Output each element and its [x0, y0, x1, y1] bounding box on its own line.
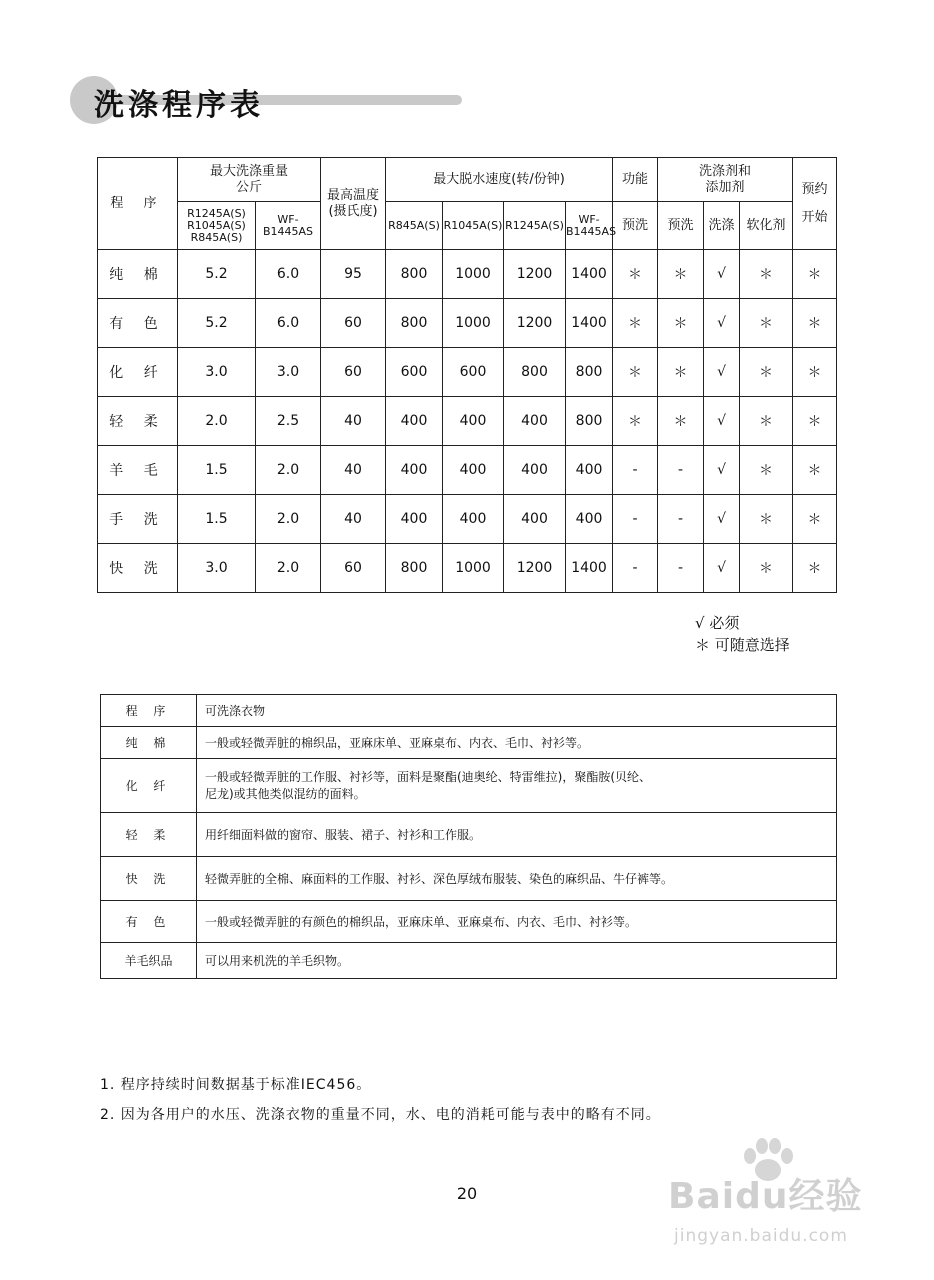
row-weight-2: 3.0: [256, 348, 321, 397]
row-spin-4: 1400: [566, 250, 613, 299]
row-weight-1: 3.0: [178, 348, 256, 397]
row-delay: ＊: [793, 446, 837, 495]
row-det-softener: ＊: [740, 495, 793, 544]
row-func-prewash: ＊: [613, 348, 658, 397]
row-spin-1: 800: [386, 250, 443, 299]
row-spin-2: 400: [443, 446, 504, 495]
table-row: [101, 727, 837, 759]
row-func-prewash: ＊: [613, 299, 658, 348]
header-max-spin: 最大脱水速度(转/份钟): [386, 158, 613, 202]
row-det-wash: √: [704, 397, 740, 446]
header-spin-r1045: R1045A(S): [443, 202, 504, 250]
row-func-prewash: -: [613, 446, 658, 495]
watermark: [660, 1138, 900, 1268]
row-det-softener: ＊: [740, 299, 793, 348]
row-det-wash: √: [704, 299, 740, 348]
row-program: 手 洗: [98, 495, 178, 544]
row-spin-2: 400: [443, 397, 504, 446]
row-det-prewash: -: [658, 495, 704, 544]
table-row: [101, 901, 837, 943]
watermark-brand: Baidu经验: [668, 1176, 863, 1217]
footnote-1: 1. 程序持续时间数据基于标准IEC456。: [100, 1077, 372, 1093]
row-spin-2: 1000: [443, 544, 504, 593]
footnote-2: 2. 因为各用户的水压、洗涤衣物的重量不同，水、电的消耗可能与表中的略有不同。: [100, 1107, 661, 1123]
legend-optional: ＊ 可随意选择: [695, 636, 790, 654]
row-delay: ＊: [793, 397, 837, 446]
row-spin-1: 800: [386, 544, 443, 593]
row-temp: 40: [321, 495, 386, 544]
row-spin-3: 400: [504, 495, 566, 544]
row-spin-4: 400: [566, 446, 613, 495]
row-det-softener: ＊: [740, 250, 793, 299]
row-det-wash: √: [704, 348, 740, 397]
desc-row-key: 有 色: [101, 901, 197, 943]
header-max-temp: 最高温度 (摄氏度): [321, 158, 386, 250]
table-row: [101, 759, 837, 813]
row-spin-4: 800: [566, 397, 613, 446]
row-spin-4: 400: [566, 495, 613, 544]
row-det-prewash: -: [658, 544, 704, 593]
header-det-prewash: 预洗: [658, 202, 704, 250]
header-spin-r1245: R1245A(S): [504, 202, 566, 250]
desc-row-value: 可以用来机洗的羊毛织物。: [197, 943, 837, 979]
row-delay: ＊: [793, 299, 837, 348]
row-delay: ＊: [793, 348, 837, 397]
row-func-prewash: -: [613, 495, 658, 544]
row-spin-2: 1000: [443, 250, 504, 299]
row-delay: ＊: [793, 495, 837, 544]
table-row: [98, 446, 837, 495]
row-spin-1: 800: [386, 299, 443, 348]
desc-header-items: 可洗涤衣物: [197, 695, 837, 727]
row-spin-2: 400: [443, 495, 504, 544]
row-weight-1: 1.5: [178, 495, 256, 544]
row-spin-2: 1000: [443, 299, 504, 348]
row-program: 化 纤: [98, 348, 178, 397]
desc-row-key: 化 纤: [101, 759, 197, 813]
row-det-wash: √: [704, 495, 740, 544]
row-func-prewash: ＊: [613, 250, 658, 299]
row-spin-3: 1200: [504, 299, 566, 348]
table-row: [98, 348, 837, 397]
desc-row-value: 一般或轻微弄脏的工作服、衬衫等，面料是聚酯(迪奥纶、特雷维拉)，聚酯胺(贝纶、 尼龙)或其他类似混纺的面料。: [197, 759, 837, 813]
header-weight-models-2: WF- B1445AS: [256, 202, 321, 250]
table-row: [98, 495, 837, 544]
row-weight-1: 2.0: [178, 397, 256, 446]
wash-program-table: [97, 157, 837, 593]
header-prewash-function: 预洗: [613, 202, 658, 250]
row-det-prewash: ＊: [658, 397, 704, 446]
row-program: 有 色: [98, 299, 178, 348]
header-max-weight: 最大洗涤重量 公斤: [178, 158, 321, 202]
header-det-wash: 洗涤: [704, 202, 740, 250]
row-spin-1: 600: [386, 348, 443, 397]
table-row: [101, 813, 837, 857]
row-weight-2: 2.5: [256, 397, 321, 446]
desc-row-key: 纯 棉: [101, 727, 197, 759]
row-spin-4: 1400: [566, 299, 613, 348]
header-spin-wf: WF- B1445AS: [566, 202, 613, 250]
row-temp: 60: [321, 299, 386, 348]
row-delay: ＊: [793, 544, 837, 593]
row-spin-1: 400: [386, 495, 443, 544]
legend: [695, 612, 790, 656]
row-det-softener: ＊: [740, 446, 793, 495]
row-program: 快 洗: [98, 544, 178, 593]
row-det-prewash: ＊: [658, 250, 704, 299]
desc-row-value: 轻微弄脏的全棉、麻面料的工作服、衬衫、深色厚绒布服装、染色的麻织品、牛仔裤等。: [197, 857, 837, 901]
desc-row-key: 羊毛织品: [101, 943, 197, 979]
footnotes: [100, 1070, 661, 1130]
row-spin-3: 400: [504, 446, 566, 495]
row-weight-2: 6.0: [256, 299, 321, 348]
row-spin-3: 400: [504, 397, 566, 446]
header-program: 程 序: [98, 158, 178, 250]
table-row: [98, 397, 837, 446]
row-delay: ＊: [793, 250, 837, 299]
header-function: 功能: [613, 158, 658, 202]
row-det-prewash: -: [658, 446, 704, 495]
desc-row-value: 用纤细面料做的窗帘、服装、裙子、衬衫和工作服。: [197, 813, 837, 857]
header-det-softener: 软化剂: [740, 202, 793, 250]
program-description-table: [100, 694, 837, 979]
row-weight-1: 5.2: [178, 299, 256, 348]
row-temp: 40: [321, 397, 386, 446]
row-spin-3: 1200: [504, 250, 566, 299]
page-title: 洗涤程序表: [94, 88, 264, 123]
table-row: [101, 943, 837, 979]
desc-row-key: 快 洗: [101, 857, 197, 901]
row-spin-2: 600: [443, 348, 504, 397]
header-detergent: 洗涤剂和 添加剂: [658, 158, 793, 202]
row-temp: 60: [321, 348, 386, 397]
row-det-softener: ＊: [740, 397, 793, 446]
row-det-prewash: ＊: [658, 299, 704, 348]
header-weight-models-1: R1245A(S) R1045A(S) R845A(S): [178, 202, 256, 250]
row-program: 羊 毛: [98, 446, 178, 495]
row-func-prewash: ＊: [613, 397, 658, 446]
row-weight-2: 6.0: [256, 250, 321, 299]
row-program: 轻 柔: [98, 397, 178, 446]
desc-row-value: 一般或轻微弄脏的棉织品，亚麻床单、亚麻桌布、内衣、毛巾、衬衫等。: [197, 727, 837, 759]
header-spin-r845: R845A(S): [386, 202, 443, 250]
page-number: 20: [456, 1184, 478, 1203]
row-weight-1: 5.2: [178, 250, 256, 299]
table-row: [98, 544, 837, 593]
row-spin-3: 800: [504, 348, 566, 397]
table-row: [98, 250, 837, 299]
row-det-softener: ＊: [740, 348, 793, 397]
row-weight-1: 1.5: [178, 446, 256, 495]
row-det-prewash: ＊: [658, 348, 704, 397]
row-spin-4: 800: [566, 348, 613, 397]
watermark-url: jingyan.baidu.com: [674, 1226, 848, 1246]
desc-row-key: 轻 柔: [101, 813, 197, 857]
table-row: [101, 857, 837, 901]
row-temp: 95: [321, 250, 386, 299]
row-weight-1: 3.0: [178, 544, 256, 593]
row-det-softener: ＊: [740, 544, 793, 593]
row-func-prewash: -: [613, 544, 658, 593]
legend-required: √ 必须: [695, 614, 740, 632]
row-weight-2: 2.0: [256, 495, 321, 544]
row-spin-4: 1400: [566, 544, 613, 593]
row-spin-3: 1200: [504, 544, 566, 593]
row-temp: 60: [321, 544, 386, 593]
table-row: [98, 299, 837, 348]
row-spin-1: 400: [386, 446, 443, 495]
row-program: 纯 棉: [98, 250, 178, 299]
row-det-wash: √: [704, 250, 740, 299]
row-weight-2: 2.0: [256, 446, 321, 495]
row-temp: 40: [321, 446, 386, 495]
desc-row-value: 一般或轻微弄脏的有颜色的棉织品，亚麻床单、亚麻桌布、内衣、毛巾、衬衫等。: [197, 901, 837, 943]
desc-header-program: 程 序: [101, 695, 197, 727]
page-title-banner: [70, 76, 470, 124]
header-delay-start: 预约 开始: [793, 158, 837, 250]
row-det-wash: √: [704, 446, 740, 495]
row-det-wash: √: [704, 544, 740, 593]
row-weight-2: 2.0: [256, 544, 321, 593]
row-spin-1: 400: [386, 397, 443, 446]
